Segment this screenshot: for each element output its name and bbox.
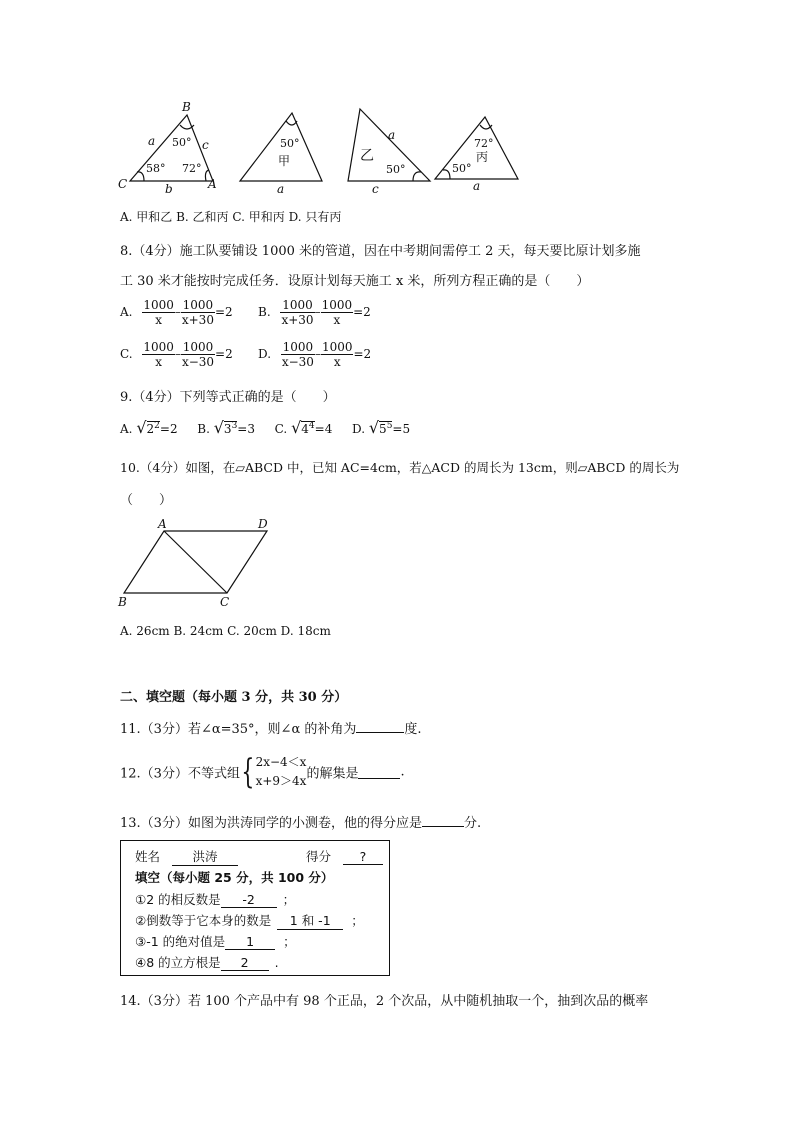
bing-angle-top: 72° (474, 137, 494, 150)
q12-answer-blank[interactable] (358, 766, 400, 779)
jia-side: a (277, 182, 285, 195)
q9-option-c: C. $√4^4=4$ (274, 418, 333, 437)
card-row-1: ①2 的相反数是 -2 ； (135, 892, 296, 907)
q8-option-c: C. $\frac{1000}{x}$ – $\frac{1000}{x-30}$ =2 (120, 340, 233, 369)
label-B: B (118, 595, 127, 609)
yi-angle: 50° (386, 163, 406, 176)
angle-C: 58° (146, 162, 166, 175)
quiz-card (120, 840, 390, 976)
q10-options: A. 26cm B. 24cm C. 20cm D. 18cm (120, 624, 331, 638)
bing-name: 丙 (476, 150, 489, 164)
jia-name: 甲 (278, 154, 291, 168)
label-B: B (182, 100, 191, 114)
q7-triangles-figure (110, 95, 530, 195)
label-A: A (208, 177, 217, 191)
q7-options: A. 甲和乙 B. 乙和丙 C. 甲和丙 D. 只有丙 (120, 210, 342, 224)
label-C: C (220, 595, 230, 609)
jia-angle: 50° (280, 137, 300, 150)
q10-stem-line2: （ ） (120, 493, 173, 508)
q8-option-b: B. $\frac{1000}{x+30}$ – $\frac{1000}{x}$ =2 (258, 298, 371, 327)
q9-stem: 9.（4分）下列等式正确的是（ ） (120, 390, 336, 405)
q9-option-a: A. $√2^2=2$ (120, 418, 178, 437)
label-C: C (118, 177, 128, 191)
yi-side-a: a (388, 128, 396, 142)
q11-answer-blank[interactable] (356, 720, 404, 733)
q9-option-b: B. $√3^3=3$ (197, 418, 255, 437)
card-row-4: ④8 的立方根是 2 . (135, 955, 279, 970)
angle-A: 72° (182, 162, 202, 175)
card-row-3: ③-1 的绝对值是 1 ； (135, 934, 296, 949)
q14-stem-line1: 14.（3分）若 100 个产品中有 98 个正品，2 个次品，从中随机抽取一个，抽到次品的概率 (120, 994, 649, 1009)
q12: 12.（3分）不等式组{ 2x−4＜x x+9＞4x 的解集是 . (120, 752, 405, 792)
q13-answer-blank[interactable] (422, 814, 464, 827)
q12-inequality-2: x+9＞4x (255, 774, 307, 788)
q13: 13.（3分）如图为洪涛同学的小测卷，他的得分应是 分. (120, 816, 482, 831)
card-title: 填空（每小题 25 分，共 100 分） (135, 870, 334, 885)
bing-side: a (473, 179, 481, 193)
label-side-c: c (202, 138, 209, 152)
yi-side-c: c (372, 182, 379, 195)
q9-options (120, 418, 410, 437)
label-D: D (258, 517, 268, 531)
label-A: A (158, 517, 167, 531)
q11: 11.（3分）若∠α=35°，则∠α 的补角为 度. (120, 722, 422, 737)
q10-stem-line1: 10.（4分）如图，在▱ABCD 中，已知 AC=4cm，若△ACD 的周长为 13cm，则▱ABCD 的周长为 (120, 460, 680, 475)
q12-inequality-1: 2x−4＜x (255, 755, 307, 769)
card-header-row: 姓名 洪涛 得分 ? (135, 847, 383, 866)
section2-title: 二、填空题（每小题 3 分，共 30 分） (120, 690, 348, 705)
diagonal-ac (164, 531, 227, 593)
q8-stem-line2: 工 30 米才能按时完成任务．设原计划每天施工 x 米，所列方程正确的是（ ） (120, 274, 590, 289)
yi-name: 乙 (360, 148, 374, 164)
q9-option-d: D. $√5^5=5$ (352, 418, 411, 437)
label-side-a: a (148, 134, 156, 148)
bing-angle-left: 50° (452, 162, 472, 175)
label-side-b: b (165, 182, 173, 195)
q8-option-a: A. $\frac{1000}{x}$ – $\frac{1000}{x+30}$ =2 (120, 298, 233, 327)
q10-parallelogram-figure (112, 515, 282, 610)
angle-B: 50° (172, 136, 192, 149)
card-row-2: ②倒数等于它本身的数是 1 和 -1 ； (135, 913, 364, 928)
q8-stem-line1: 8.（4分）施工队要铺设 1000 米的管道，因在中考期间需停工 2 天，每天要比原计划多施 (120, 244, 641, 259)
q8-option-d: D. $\frac{1000}{x-30}$ – $\frac{1000}{x}$ =2 (258, 340, 372, 369)
